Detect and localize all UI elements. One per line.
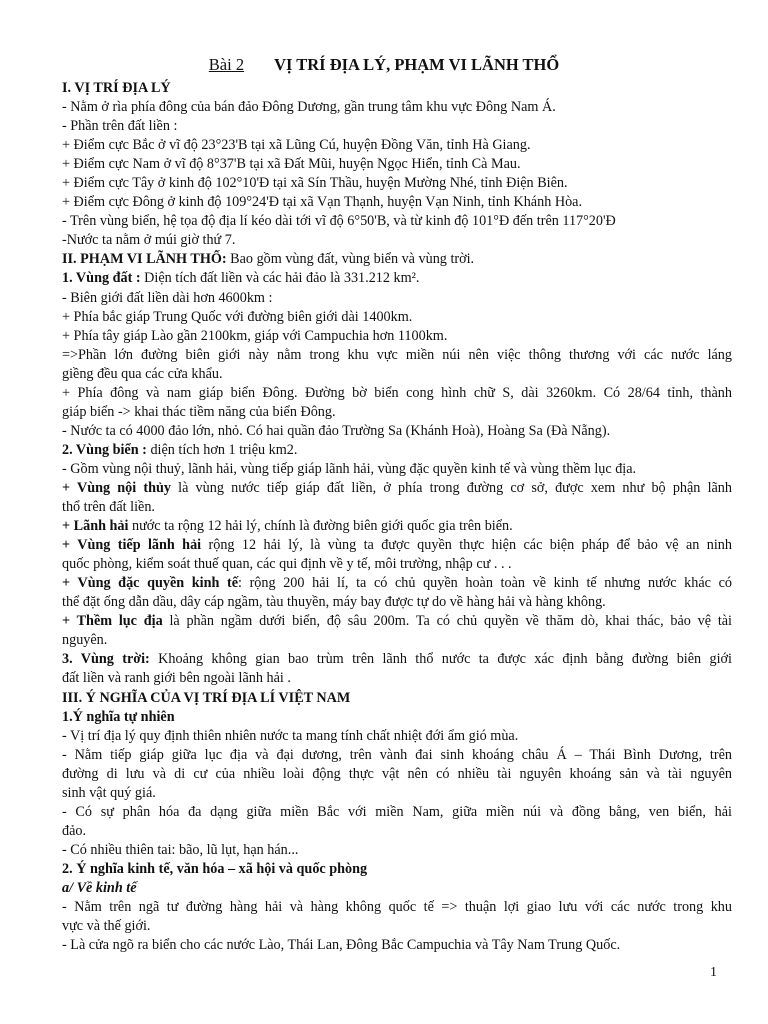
text-segment: =>Phần lớn đường biên giới này nằm trong khu vực miền núi nên việc thông thương với các nước láng bbox=[62, 346, 732, 363]
bold-text: 2. Ý nghĩa kinh tế, văn hóa – xã hội và quốc phòng bbox=[62, 860, 368, 877]
lesson-number: Bài 2 bbox=[208, 55, 245, 74]
text-line bbox=[62, 479, 732, 498]
text-line bbox=[62, 460, 732, 479]
text-segment: là phần ngầm dưới biển, độ sâu 200m. Ta có chủ quyền về thăm dò, khai thác, bảo vệ tài bbox=[162, 613, 732, 630]
text-line bbox=[62, 612, 732, 631]
text-line bbox=[62, 536, 732, 555]
text-segment: - Có nhiều thiên tai: bão, lũ lụt, hạn hán... bbox=[62, 841, 299, 858]
bold-text: a/ Về kinh tế bbox=[62, 879, 137, 896]
text-segment: + Điểm cực Bắc ở vĩ độ 23°23'B tại xã Lũng Cú, huyện Đồng Văn, tỉnh Hà Giang. bbox=[62, 137, 531, 154]
text-line bbox=[62, 898, 732, 917]
bold-text: + Vùng tiếp lãnh hải bbox=[62, 537, 202, 554]
text-segment: - Có sự phân hóa đa dạng giữa miền Bắc với miền Nam, giữa miền núi và đồng bằng, ven biển, hải bbox=[62, 803, 732, 820]
text-line bbox=[62, 269, 732, 288]
text-line bbox=[62, 441, 732, 460]
text-segment: + Phía đông và nam giáp biển Đông. Đường bờ biển cong hình chữ S, dài 3260km. Có 28/64 tỉnh, thành bbox=[62, 384, 732, 401]
text-line bbox=[62, 117, 732, 136]
bold-text: III. Ý NGHĨA CỦA VỊ TRÍ ĐỊA LÍ VIỆT NAM bbox=[62, 689, 351, 706]
text-segment: thổ trên đất liền. bbox=[62, 499, 155, 516]
bold-text: 1. Vùng đất : bbox=[62, 270, 141, 287]
text-segment: - Vị trí địa lý quy định thiên nhiên nước ta mang tính chất nhiệt đới ẩm gió mùa. bbox=[62, 727, 519, 744]
text-line bbox=[62, 669, 732, 688]
text-line bbox=[62, 517, 732, 536]
text-segment: đảo. bbox=[62, 822, 87, 839]
text-line bbox=[62, 365, 732, 384]
text-line bbox=[62, 708, 732, 727]
text-segment: là vùng nước tiếp giáp đất liền, ở phía trong đường cơ sở, được xem như bộ phận lãnh bbox=[170, 479, 732, 496]
text-line bbox=[62, 346, 732, 365]
text-segment: + Điểm cực Tây ở kinh độ 102°10'Đ tại xã Sín Thầu, huyện Mường Nhé, tỉnh Điện Biên. bbox=[62, 175, 568, 192]
text-segment: - Nằm tiếp giáp giữa lục địa và đại dương, trên vành đai sinh khoáng châu Á – Thái Bình Dương, trên bbox=[62, 746, 732, 763]
text-line bbox=[62, 746, 732, 765]
text-line bbox=[62, 917, 732, 936]
text-line bbox=[62, 155, 732, 174]
text-segment: Bao gồm vùng đất, vùng biển và vùng trời. bbox=[226, 251, 475, 268]
text-segment: nước ta rộng 12 hải lý, chính là đường biên giới quốc gia trên biển. bbox=[128, 518, 513, 535]
text-line bbox=[62, 193, 732, 212]
text-segment: diện tích hơn 1 triệu km2. bbox=[146, 441, 298, 458]
text-segment: Khoảng không gian bao trùm trên lãnh thổ nước ta được xác định bằng đường biên giới bbox=[149, 651, 732, 668]
bold-text: + Vùng nội thủy bbox=[62, 479, 171, 496]
text-line bbox=[62, 593, 732, 612]
text-line bbox=[62, 384, 732, 403]
text-segment: đất liền và ranh giới bên ngoài lãnh hải . bbox=[62, 670, 291, 687]
bold-text: II. PHẠM VI LÃNH THỔ: bbox=[62, 251, 227, 268]
bold-text: I. VỊ TRÍ ĐỊA LÝ bbox=[62, 80, 171, 96]
text-line bbox=[62, 803, 732, 822]
text-line bbox=[62, 174, 732, 193]
text-line bbox=[62, 327, 732, 346]
bold-text: 1.Ý nghĩa tự nhiên bbox=[62, 708, 175, 725]
text-line bbox=[62, 765, 732, 784]
text-segment: Diện tích đất liền và các hải đảo là 331.212 km². bbox=[140, 270, 420, 287]
text-segment: + Điểm cực Đông ở kinh độ 109°24'Đ tại xã Vạn Thạnh, huyện Vạn Ninh, tỉnh Khánh Hòa. bbox=[62, 194, 583, 211]
text-segment: rộng 12 hải lý, là vùng ta được quyền thực hiện các biện pháp để bảo vệ an ninh bbox=[201, 537, 732, 554]
text-line bbox=[62, 631, 732, 650]
text-line bbox=[62, 250, 732, 269]
text-line bbox=[62, 498, 732, 517]
text-segment: nguyên. bbox=[62, 632, 108, 649]
text-line bbox=[62, 289, 732, 308]
text-segment: - Phần trên đất liền : bbox=[62, 118, 178, 135]
text-segment: giềng đều qua các cửa khẩu. bbox=[62, 365, 223, 382]
text-segment: + Điểm cực Nam ở vĩ độ 8°37'B tại xã Đất Mũi, huyện Ngọc Hiển, tỉnh Cà Mau. bbox=[62, 156, 521, 173]
text-line bbox=[62, 574, 732, 593]
text-line bbox=[62, 689, 732, 708]
text-segment: -Nước ta nằm ở múi giờ thứ 7. bbox=[62, 232, 236, 249]
text-line bbox=[62, 879, 732, 898]
text-line bbox=[62, 860, 732, 879]
text-segment: vực và thế giới. bbox=[62, 918, 151, 935]
text-segment: - Gồm vùng nội thuỷ, lãnh hải, vùng tiếp giáp lãnh hải, vùng đặc quyền kinh tế và vùng thềm lục địa. bbox=[62, 460, 637, 477]
text-line bbox=[62, 308, 732, 327]
bold-text: + Thềm lục địa bbox=[62, 613, 163, 630]
bold-text: 3. Vùng trời: bbox=[62, 651, 150, 668]
text-segment: đường di lưu và di cư của nhiều loài động thực vật nên có nhiều tài nguyên khoáng sản và tài nguyên bbox=[62, 765, 732, 782]
text-segment: + Phía tây giáp Lào gần 2100km, giáp với Campuchia hơn 1100km. bbox=[62, 327, 448, 344]
text-line bbox=[62, 650, 732, 669]
text-segment: quốc phòng, kiểm soát thuế quan, các qui định về y tế, môi trường, nhập cư . . . bbox=[62, 556, 512, 573]
text-line bbox=[62, 136, 732, 155]
text-segment: : rộng 200 hải lí, ta có chủ quyền hoàn toàn về kinh tế nhưng nước khác có bbox=[238, 575, 732, 592]
text-segment: - Trên vùng biển, hệ tọa độ địa lí kéo dài tới vĩ độ 6°50'B, và từ kinh độ 101°Đ đến trên 117°20'Đ bbox=[62, 213, 616, 230]
text-line bbox=[62, 422, 732, 441]
text-line bbox=[62, 555, 732, 574]
text-segment: thể đặt ống dẫn dầu, dây cáp ngầm, tàu thuyền, máy bay được tự do về hàng hải và hàng không. bbox=[62, 594, 606, 611]
text-segment: - Nằm trên ngã tư đường hàng hải và hàng không quốc tế => thuận lợi giao lưu với các nước trong khu bbox=[62, 899, 732, 916]
text-line bbox=[62, 212, 732, 231]
text-segment: - Biên giới đất liền dài hơn 4600km : bbox=[62, 289, 273, 306]
text-line bbox=[62, 79, 732, 98]
text-line bbox=[62, 727, 732, 746]
text-segment: - Là cửa ngõ ra biển cho các nước Lào, Thái Lan, Đông Bắc Campuchia và Tây Nam Trung Quốc. bbox=[62, 937, 621, 954]
text-segment: giáp biển -> khai thác tiềm năng của biển Đông. bbox=[62, 403, 336, 420]
text-segment: + Phía bắc giáp Trung Quốc với đường biên giới dài 1400km. bbox=[62, 308, 413, 325]
text-line bbox=[62, 936, 732, 955]
bold-text: + Vùng đặc quyền kinh tế bbox=[62, 575, 239, 592]
text-line bbox=[62, 403, 732, 422]
text-line bbox=[62, 98, 732, 117]
text-segment: - Nằm ở rìa phía đông của bán đảo Đông Dương, gần trung tâm khu vực Đông Nam Á. bbox=[62, 99, 556, 116]
text-line bbox=[62, 822, 732, 841]
page-number: 1 bbox=[710, 965, 717, 980]
text-line bbox=[62, 231, 732, 250]
document-title bbox=[0, 55, 768, 75]
bold-text: 2. Vùng biển : bbox=[62, 441, 147, 458]
text-segment: sinh vật quý giá. bbox=[62, 784, 156, 801]
text-line bbox=[62, 784, 732, 803]
document-body bbox=[62, 79, 732, 955]
lesson-title: VỊ TRÍ ĐỊA LÝ, PHẠM VI LÃNH THỔ bbox=[274, 55, 560, 74]
bold-text: + Lãnh hải bbox=[62, 518, 129, 535]
text-line bbox=[62, 841, 732, 860]
text-segment: - Nước ta có 4000 đảo lớn, nhỏ. Có hai quần đảo Trường Sa (Khánh Hoà), Hoàng Sa (Đà Nẵng). bbox=[62, 422, 611, 439]
